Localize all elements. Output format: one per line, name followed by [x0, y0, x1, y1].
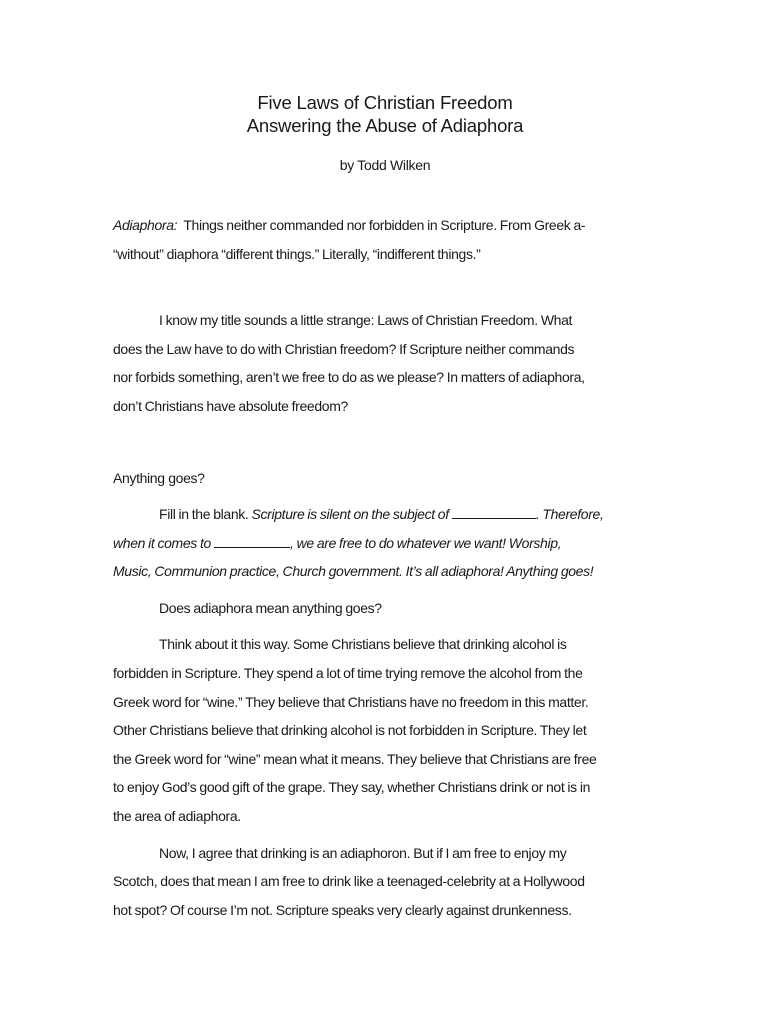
text-line: Scotch, does that mean I am free to drink like a teenaged-celebrity at a Hollywood [113, 873, 585, 890]
italic-span: . Therefore, [535, 506, 604, 522]
fill-in-blank [214, 536, 290, 548]
section-body [113, 500, 658, 924]
intro-paragraph [113, 306, 658, 420]
text-line [113, 557, 658, 586]
italic-span: , we are free to do whatever we want! Worship, [290, 534, 562, 551]
text-line: Does adiaphora mean anything goes? [159, 599, 382, 616]
byline: by Todd Wilken [339, 157, 431, 173]
document-title [0, 91, 770, 137]
text-line: I know my title sounds a little strange: Laws of Christian Freedom. What [159, 312, 573, 328]
definition-block [113, 211, 658, 268]
text-line: forbidden in Scripture. They spend a lot of time trying remove the alcohol from the [113, 664, 583, 681]
text-line: Other Christians believe that drinking alcohol is not forbidden in Scripture. They let [113, 722, 587, 739]
text-line: nor forbids something, aren’t we free to do as we please? In matters of adiaphora, [113, 369, 585, 386]
text-span: Fill in the blank. [159, 506, 252, 522]
definition-line [113, 211, 658, 240]
text-line: Greek word for “wine.” They believe that Christians have no freedom in this matter. [113, 693, 589, 710]
italic-span: when it comes to [113, 534, 214, 551]
definition-term: Adiaphora: [113, 217, 178, 233]
text-line [113, 500, 658, 529]
definition-text: Things neither commanded nor forbidden in Scripture. From Greek a- [183, 217, 586, 233]
text-line: the Greek word for “wine” mean what it means. They believe that Christians are free [113, 750, 597, 767]
title-line: Five Laws of Christian Freedom [257, 92, 513, 113]
text-line: Think about it this way. Some Christians believe that drinking alcohol is [159, 636, 567, 653]
text-line: don’t Christians have absolute freedom? [113, 397, 348, 414]
definition-line: “without” diaphora “different things.” Literally, “indifferent things.” [113, 245, 481, 262]
section-heading: Anything goes? [113, 470, 205, 486]
text-line: Now, I agree that drinking is an adiaphoron. But if I am free to enjoy my [159, 844, 567, 861]
text-line [113, 529, 658, 558]
fill-in-blank [452, 507, 536, 519]
text-line: hot spot? Of course I’m not. Scripture speaks very clearly against drunkenness. [113, 901, 572, 918]
italic-span: Music, Communion practice, Church government. It’s all adiaphora! Anything goes! [113, 563, 594, 580]
subtitle-line: Answering the Abuse of Adiaphora [246, 115, 524, 136]
italic-span: Scripture is silent on the subject of [251, 506, 452, 522]
text-line: does the Law have to do with Christian freedom? If Scripture neither commands [113, 340, 575, 357]
text-line: the area of adiaphora. [113, 807, 241, 824]
text-line: to enjoy God’s good gift of the grape. They say, whether Christians drink or not is in [113, 779, 591, 796]
